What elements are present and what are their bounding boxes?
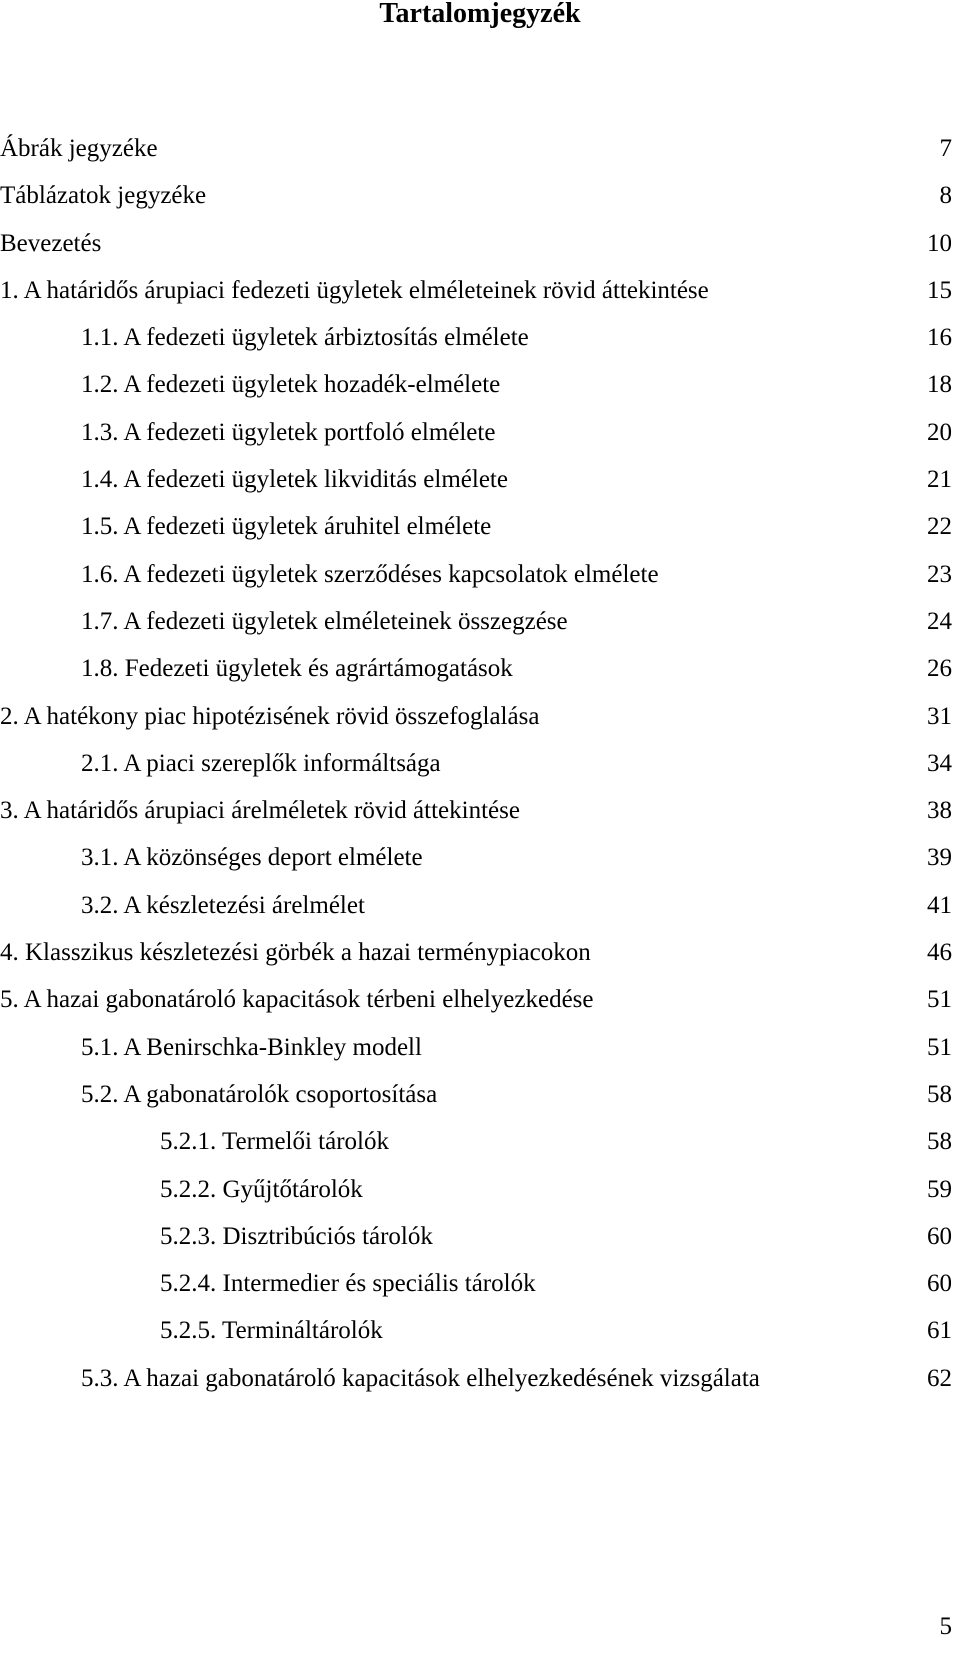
toc-entry[interactable] [0, 409, 960, 456]
toc-entry-label: 2.1. A piaci szereplők informáltsága [81, 749, 441, 777]
toc-entry-label: 4. Klasszikus készletezési görbék a hazai terménypiacokon [0, 939, 591, 967]
toc-entry-page: 59 [927, 1175, 952, 1203]
toc-entry-page: 7 [939, 135, 952, 162]
toc-entry-label: 5.3. A hazai gabonatároló kapacitások elhelyezkedésének vizsgálata [81, 1364, 760, 1392]
toc-entry[interactable] [0, 125, 960, 172]
toc-entry-label: 3.1. A közönséges deport elmélete [81, 844, 423, 872]
toc-entry[interactable] [0, 1307, 960, 1354]
toc-entry-label: 5.2. A gabonatárolók csoportosítása [81, 1080, 438, 1108]
toc-entry[interactable] [0, 598, 960, 645]
page-title: Tartalomjegyzék [379, 0, 581, 29]
toc-entry-page: 60 [927, 1270, 952, 1298]
toc-entry-page: 60 [927, 1222, 952, 1250]
toc-entry[interactable] [0, 1260, 960, 1307]
toc-entry-page: 31 [927, 702, 952, 730]
toc-entry-page: 51 [927, 986, 952, 1014]
toc-entry-page: 15 [927, 276, 952, 304]
toc-entry[interactable] [0, 693, 960, 740]
toc-entry-page: 41 [927, 891, 952, 919]
toc-entry-label: 3.2. A készletezési árelmélet [81, 891, 365, 919]
toc-entry[interactable] [0, 456, 960, 503]
toc-entry-label: 1. A határidős árupiaci fedezeti ügyletek elméleteinek rövid áttekintése [0, 276, 709, 304]
table-of-contents [0, 125, 960, 1402]
toc-entry-page: 61 [927, 1317, 952, 1345]
toc-entry-page: 26 [927, 655, 952, 683]
toc-entry[interactable] [0, 976, 960, 1023]
toc-entry[interactable] [0, 220, 960, 267]
toc-entry-page: 16 [927, 324, 952, 352]
toc-entry[interactable] [0, 1071, 960, 1118]
toc-entry[interactable] [0, 1355, 960, 1402]
toc-entry-page: 24 [927, 607, 952, 635]
toc-entry-label: 1.8. Fedezeti ügyletek és agrártámogatások [81, 655, 513, 683]
toc-entry[interactable] [0, 172, 960, 219]
toc-entry-page: 18 [927, 371, 952, 399]
toc-entry-label: 1.7. A fedezeti ügyletek elméleteinek összegzése [81, 607, 568, 635]
toc-entry-label: 5. A hazai gabonatároló kapacitások térbeni elhelyezkedése [0, 986, 594, 1014]
toc-entry-label: 5.2.1. Termelői tárolók [160, 1128, 389, 1156]
toc-entry-page: 34 [927, 749, 952, 777]
toc-entry[interactable] [0, 834, 960, 881]
toc-entry-label: 5.2.2. Gyűjtőtárolók [160, 1175, 363, 1203]
toc-entry-label: 2. A hatékony piac hipotézisének rövid összefoglalása [0, 702, 540, 730]
toc-entry-page: 58 [927, 1080, 952, 1108]
toc-entry-label: 3. A határidős árupiaci árelméletek rövid áttekintése [0, 797, 520, 825]
toc-entry[interactable] [0, 267, 960, 314]
toc-entry-label: 5.2.4. Intermedier és speciális tárolók [160, 1270, 536, 1298]
page-number: 5 [939, 1613, 952, 1640]
toc-entry-label: 1.3. A fedezeti ügyletek portfoló elmélete [81, 418, 496, 446]
toc-entry-page: 20 [927, 418, 952, 446]
toc-entry[interactable] [0, 645, 960, 692]
toc-entry[interactable] [0, 1213, 960, 1260]
toc-entry-page: 8 [939, 182, 952, 210]
toc-entry-page: 46 [927, 939, 952, 967]
toc-entry[interactable] [0, 929, 960, 976]
toc-entry[interactable] [0, 787, 960, 834]
toc-entry[interactable] [0, 1024, 960, 1071]
toc-entry-page: 58 [927, 1128, 952, 1156]
toc-entry-page: 38 [927, 797, 952, 825]
toc-entry-label: 1.5. A fedezeti ügyletek áruhitel elmélete [81, 513, 492, 541]
toc-entry-label: 5.2.5. Termináltárolók [160, 1317, 383, 1345]
toc-entry-label: 1.1. A fedezeti ügyletek árbiztosítás elmélete [81, 324, 529, 352]
toc-entry-page: 62 [927, 1364, 952, 1392]
toc-entry[interactable] [0, 1166, 960, 1213]
toc-entry[interactable] [0, 1118, 960, 1165]
toc-entry-page: 21 [927, 466, 952, 494]
toc-entry-page: 22 [927, 513, 952, 541]
toc-entry[interactable] [0, 551, 960, 598]
toc-entry-page: 51 [927, 1033, 952, 1061]
toc-entry-label: 1.6. A fedezeti ügyletek szerződéses kapcsolatok elmélete [81, 560, 659, 588]
toc-entry-label: 5.2.3. Disztribúciós tárolók [160, 1222, 433, 1250]
toc-entry-label: Ábrák jegyzéke [0, 135, 158, 162]
toc-entry-page: 39 [927, 844, 952, 872]
toc-entry[interactable] [0, 882, 960, 929]
toc-entry[interactable] [0, 503, 960, 550]
toc-entry[interactable] [0, 361, 960, 408]
toc-entry-label: 1.4. A fedezeti ügyletek likviditás elmélete [81, 466, 508, 494]
toc-entry-label: Bevezetés [0, 229, 102, 257]
toc-entry-label: Táblázatok jegyzéke [0, 182, 207, 210]
toc-entry-label: 1.2. A fedezeti ügyletek hozadék-elmélete [81, 371, 501, 399]
toc-entry-page: 23 [927, 560, 952, 588]
toc-entry[interactable] [0, 740, 960, 787]
toc-entry[interactable] [0, 314, 960, 361]
toc-entry-label: 5.1. A Benirschka-Binkley modell [81, 1033, 422, 1061]
toc-entry-page: 10 [927, 229, 952, 257]
